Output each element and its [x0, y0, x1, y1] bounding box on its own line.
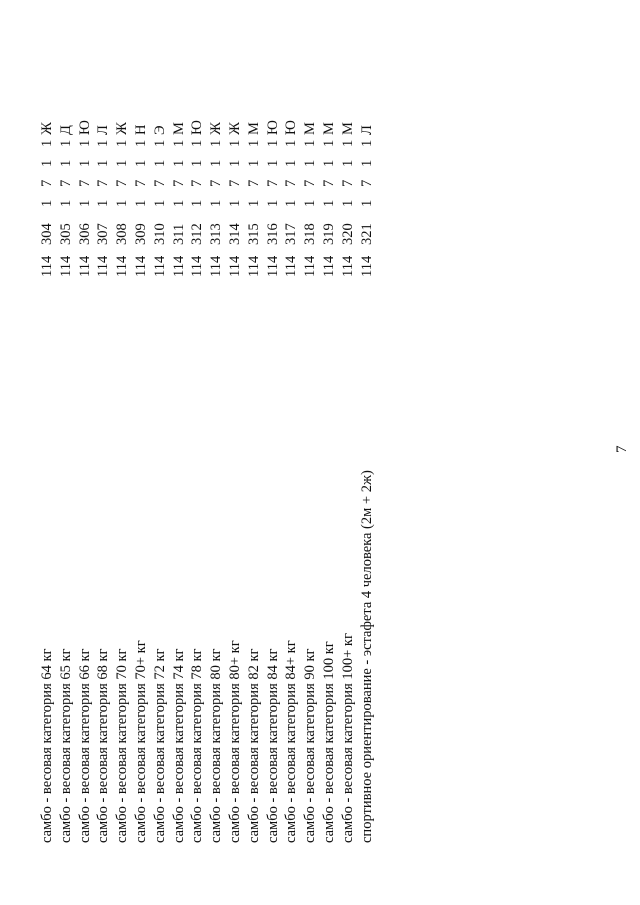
code-cell-c1: 114	[227, 255, 243, 277]
code-cell-c4: 7	[57, 179, 74, 187]
code-cell-c3: 1	[39, 199, 55, 207]
code-cell-c3: 1	[57, 199, 74, 207]
table-row	[245, 0, 263, 905]
discipline-name: самбо - весовая категория 78 кг	[189, 648, 206, 843]
code-cell-c3: 1	[114, 199, 131, 207]
code-cell-c3: 1	[133, 199, 149, 207]
code-cell-c7: Ю	[189, 120, 206, 135]
code-cell-c5: 1	[151, 159, 168, 167]
code-cell-c5: 1	[208, 159, 225, 167]
code-cell-c1: 114	[358, 255, 375, 277]
code-cell-c7: Ю	[264, 120, 281, 135]
code-cell-c4: 7	[264, 179, 281, 187]
code-cell-c5: 1	[76, 159, 93, 167]
code-cell-c4: 7	[358, 179, 375, 187]
discipline-name: самбо - весовая категория 64 кг	[39, 648, 55, 843]
code-cell-c1: 114	[133, 255, 149, 277]
table-row	[94, 0, 112, 905]
code-cell-c4: 7	[302, 179, 319, 187]
code-cell-c4: 7	[114, 179, 131, 187]
code-cell-c2: 306	[76, 223, 93, 245]
code-cell-c4: 7	[208, 179, 225, 187]
code-cell-c5: 1	[189, 159, 206, 167]
code-cell-c6: 1	[151, 139, 168, 147]
table-row	[358, 0, 376, 905]
code-cell-c7: Л	[95, 125, 112, 135]
code-cell-c2: 304	[39, 223, 55, 245]
code-cell-c4: 7	[95, 179, 112, 187]
discipline-name: самбо - весовая категория 65 кг	[57, 648, 74, 843]
code-cell-c6: 1	[283, 139, 300, 147]
code-cell-c1: 114	[151, 255, 168, 277]
code-cell-c2: 321	[358, 223, 375, 245]
discipline-name: самбо - весовая категория 100 кг	[321, 641, 337, 843]
code-cell-c4: 7	[76, 179, 93, 187]
code-cell-c6: 1	[133, 139, 149, 147]
code-cell-c6: 1	[208, 139, 225, 147]
code-cell-c7: Ю	[76, 120, 93, 135]
code-cell-c3: 1	[227, 199, 243, 207]
code-cell-c7: М	[170, 122, 187, 135]
code-cell-c5: 1	[227, 159, 243, 167]
table-row	[76, 0, 94, 905]
code-cell-c5: 1	[114, 159, 131, 167]
discipline-name: самбо - весовая категория 100+ кг	[339, 633, 356, 843]
table-row	[38, 0, 56, 905]
code-cell-c7: Ж	[227, 122, 243, 135]
code-cell-c2: 315	[245, 223, 262, 245]
discipline-name: самбо - весовая категория 72 кг	[151, 648, 168, 843]
code-cell-c4: 7	[245, 179, 262, 187]
code-cell-c6: 1	[39, 139, 55, 147]
table-row	[113, 0, 131, 905]
code-cell-c1: 114	[114, 255, 131, 277]
code-cell-c1: 114	[321, 255, 337, 277]
code-cell-c7: Ю	[283, 120, 300, 135]
code-cell-c1: 114	[264, 255, 281, 277]
code-cell-c7: М	[339, 122, 356, 135]
code-cell-c3: 1	[208, 199, 225, 207]
discipline-name: самбо - весовая категория 90 кг	[302, 648, 319, 843]
code-cell-c2: 311	[170, 223, 187, 245]
table-row	[151, 0, 169, 905]
discipline-name: самбо - весовая категория 70 кг	[114, 648, 131, 843]
code-cell-c6: 1	[57, 139, 74, 147]
code-cell-c7: Д	[57, 125, 74, 135]
code-cell-c7: М	[302, 122, 319, 135]
code-cell-c5: 1	[264, 159, 281, 167]
code-cell-c2: 320	[339, 223, 356, 245]
code-cell-c2: 307	[95, 223, 112, 245]
code-cell-c2: 309	[133, 223, 149, 245]
code-cell-c3: 1	[283, 199, 300, 207]
code-cell-c2: 318	[302, 223, 319, 245]
table-row	[301, 0, 319, 905]
code-cell-c3: 1	[358, 199, 375, 207]
code-cell-c7: Ж	[208, 122, 225, 135]
code-cell-c5: 1	[321, 159, 337, 167]
code-cell-c4: 7	[39, 179, 55, 187]
code-cell-c4: 7	[283, 179, 300, 187]
code-cell-c5: 1	[245, 159, 262, 167]
code-cell-c3: 1	[76, 199, 93, 207]
discipline-name: самбо - весовая категория 66 кг	[76, 648, 93, 843]
code-cell-c6: 1	[114, 139, 131, 147]
code-cell-c1: 114	[189, 255, 206, 277]
table-row	[188, 0, 206, 905]
code-cell-c5: 1	[57, 159, 74, 167]
code-cell-c4: 7	[339, 179, 356, 187]
code-cell-c6: 1	[358, 139, 375, 147]
code-cell-c2: 312	[189, 223, 206, 245]
code-cell-c3: 1	[321, 199, 337, 207]
code-cell-c3: 1	[170, 199, 187, 207]
code-cell-c2: 314	[227, 223, 243, 245]
code-cell-c7: Н	[133, 124, 149, 135]
code-cell-c3: 1	[264, 199, 281, 207]
code-cell-c3: 1	[245, 199, 262, 207]
code-cell-c1: 114	[339, 255, 356, 277]
table-row	[170, 0, 188, 905]
discipline-name: самбо - весовая категория 84 кг	[264, 648, 281, 843]
code-cell-c5: 1	[283, 159, 300, 167]
code-cell-c5: 1	[95, 159, 112, 167]
code-cell-c4: 7	[170, 179, 187, 187]
code-cell-c3: 1	[339, 199, 356, 207]
code-cell-c3: 1	[189, 199, 206, 207]
code-cell-c6: 1	[95, 139, 112, 147]
code-cell-c6: 1	[227, 139, 243, 147]
code-cell-c5: 1	[339, 159, 356, 167]
code-cell-c6: 1	[264, 139, 281, 147]
code-cell-c2: 313	[208, 223, 225, 245]
code-cell-c7: Ж	[39, 122, 55, 135]
table-row	[132, 0, 150, 905]
code-cell-c6: 1	[76, 139, 93, 147]
discipline-name: спортивное ориентирование - эстафета 4 человека (2м + 2ж)	[358, 470, 375, 843]
code-cell-c7: Л	[358, 125, 375, 135]
code-cell-c3: 1	[95, 199, 112, 207]
code-cell-c3: 1	[302, 199, 319, 207]
code-cell-c3: 1	[151, 199, 168, 207]
code-cell-c5: 1	[358, 159, 375, 167]
discipline-name: самбо - весовая категория 84+ кг	[283, 640, 300, 843]
code-cell-c5: 1	[39, 159, 55, 167]
code-cell-c1: 114	[302, 255, 319, 277]
table-row	[57, 0, 75, 905]
table-row	[207, 0, 225, 905]
code-cell-c1: 114	[283, 255, 300, 277]
code-cell-c1: 114	[39, 255, 55, 277]
code-cell-c2: 308	[114, 223, 131, 245]
table-row	[339, 0, 357, 905]
code-cell-c2: 317	[283, 223, 300, 245]
table-row	[226, 0, 244, 905]
code-cell-c1: 114	[95, 255, 112, 277]
code-cell-c4: 7	[133, 179, 149, 187]
discipline-name: самбо - весовая категория 80 кг	[208, 648, 225, 843]
discipline-name: самбо - весовая категория 82 кг	[245, 648, 262, 843]
code-cell-c5: 1	[170, 159, 187, 167]
code-cell-c6: 1	[189, 139, 206, 147]
discipline-name: самбо - весовая категория 80+ кг	[227, 640, 243, 843]
code-cell-c7: Ж	[114, 122, 131, 135]
code-cell-c1: 114	[245, 255, 262, 277]
table-row	[282, 0, 300, 905]
discipline-name: самбо - весовая категория 74 кг	[170, 648, 187, 843]
table-row	[320, 0, 338, 905]
code-cell-c1: 114	[170, 255, 187, 277]
code-cell-c1: 114	[76, 255, 93, 277]
code-cell-c1: 114	[208, 255, 225, 277]
code-cell-c6: 1	[302, 139, 319, 147]
code-cell-c2: 305	[57, 223, 74, 245]
code-cell-c7: М	[245, 122, 262, 135]
code-cell-c6: 1	[321, 139, 337, 147]
table-row	[264, 0, 282, 905]
code-cell-c5: 1	[133, 159, 149, 167]
code-cell-c4: 7	[189, 179, 206, 187]
code-cell-c2: 319	[321, 223, 337, 245]
discipline-name: самбо - весовая категория 68 кг	[95, 648, 112, 843]
code-cell-c6: 1	[245, 139, 262, 147]
discipline-name: самбо - весовая категория 70+ кг	[133, 640, 149, 843]
code-cell-c5: 1	[302, 159, 319, 167]
code-cell-c1: 114	[57, 255, 74, 277]
code-cell-c6: 1	[170, 139, 187, 147]
code-cell-c4: 7	[151, 179, 168, 187]
code-cell-c2: 310	[151, 223, 168, 245]
code-cell-c2: 316	[264, 223, 281, 245]
code-cell-c7: М	[321, 122, 337, 135]
code-cell-c4: 7	[227, 179, 243, 187]
code-cell-c7: Э	[151, 125, 168, 135]
page-number: 7	[614, 445, 630, 453]
code-cell-c6: 1	[339, 139, 356, 147]
code-cell-c4: 7	[321, 179, 337, 187]
